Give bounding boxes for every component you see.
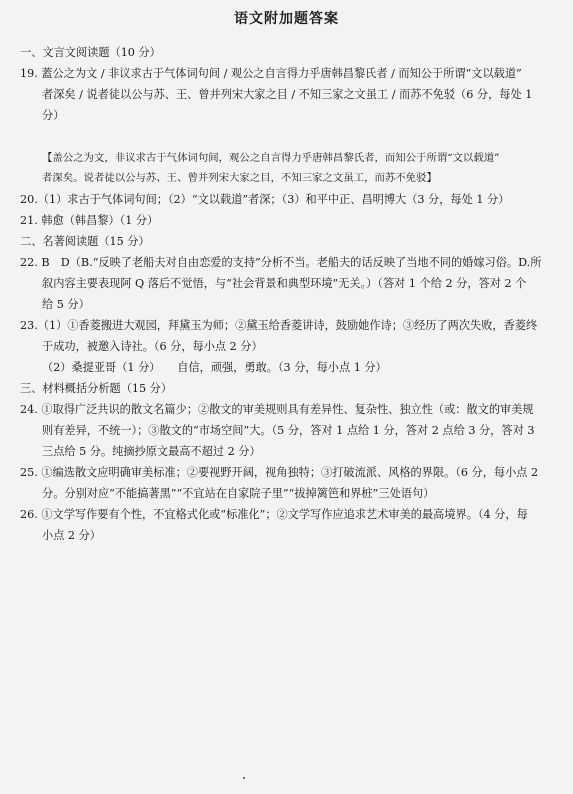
- answer-26-line-2: 小点 2 分）: [42, 529, 101, 542]
- answer-23-line-2: 于成功，被邀入诗社。（6 分，每小点 2 分）: [42, 340, 263, 353]
- answer-23-line-1: 23.（1）①香菱搬进大观园，拜黛玉为师；②黛玉给香菱讲诗，鼓励她作诗；③经历了两次失败，香菱终: [20, 319, 538, 332]
- answer-23-line-3: （2）桑提亚哥（1 分） 自信，顽强，勇敢。（3 分，每小点 1 分）: [42, 361, 387, 374]
- answer-25-line-2: 分。分别对应“不能搞著黑”“不宜站在自家院子里”“拔掉篱笆和界桩”三处语句）: [42, 487, 435, 500]
- answer-19-line-2: 者深矣 / 说者徒以公与苏、王、曾并列宋大家之目 / 不知三家之文虽工 / 而苏不免驳（6 分，每处 1: [42, 88, 533, 101]
- answer-21: 21. 韩愈（韩昌黎）（1 分）: [20, 214, 159, 227]
- answer-25-line-1: 25. ①编选散文应明确审美标准；②要视野开阔，视角独特；③打破流派、风格的界限。（6 分，每小点 2: [20, 466, 539, 479]
- scan-speck: [243, 777, 245, 779]
- answers-20-23: [20, 189, 558, 546]
- answer-22-line-1: 22. B D（B.“反映了老船夫对自由恋爱的支持”分析不当。老船夫的话反映了当地不同的婚嫁习俗。D.所: [20, 256, 542, 269]
- section-heading: 二、名著阅读题（15 分）: [20, 235, 150, 248]
- section-classical-chinese: [20, 42, 558, 126]
- answer-24-line-3: 三点给 5 分。纯摘抄原文最高不超过 2 分）: [42, 445, 261, 458]
- answer-26-line-1: 26. ①文学写作要有个性，不宜格式化或“标准化”；②文学写作应追求艺术审美的最高境界。（4 分，每: [20, 508, 528, 521]
- answer-19-line-1: 19. 蓋公之为文 / 非议求古于气体词句间 / 观公之自言得力乎唐韩昌黎氏者 / 而知公于所谓“文以载道”: [20, 67, 522, 80]
- section-heading: 三、材料概括分析题（15 分）: [20, 382, 173, 395]
- section-heading: 一、文言文阅读题（10 分）: [20, 46, 161, 59]
- answer-22-line-3: 给 5 分）: [42, 298, 90, 311]
- answer-19-reference-line-1: 【盖公之为文，非议求古于气体词句间，观公之自言得力乎唐韩昌黎氏者，而知公于所谓“文以载道”: [42, 152, 500, 164]
- answer-22-line-2: 叙内容主要表现阿 Q 落后不觉悟，与“社会背景和典型环境”无关。）（答对 1 个给 2 分，答对 2 个: [42, 277, 527, 290]
- answer-19-line-3: 分）: [42, 109, 65, 122]
- answer-24-line-2: 则有差异，不统一）；③散文的“市场空间”大。（5 分，答对 1 点给 1 分，答对 2 点给 3 分，答对 3: [42, 424, 535, 437]
- answer-19-reference: [20, 148, 558, 188]
- answer-20: 20.（1）求古于气体词句间；（2）“文以载道”者深；（3）和平中正、昌明博大（3 分，每处 1 分）: [20, 193, 510, 206]
- answer-19-reference-line-2: 者深矣。说者徒以公与苏、王、曾并列宋大家之目，不知三家之文虽工，而苏不免驳】: [42, 172, 437, 184]
- page-title: 语文附加题答案: [234, 11, 339, 27]
- answer-24-line-1: 24. ①取得广泛共识的散文名篇少；②散文的审美规则具有差异性、复杂性、独立性（或：散文的审美规: [20, 403, 534, 416]
